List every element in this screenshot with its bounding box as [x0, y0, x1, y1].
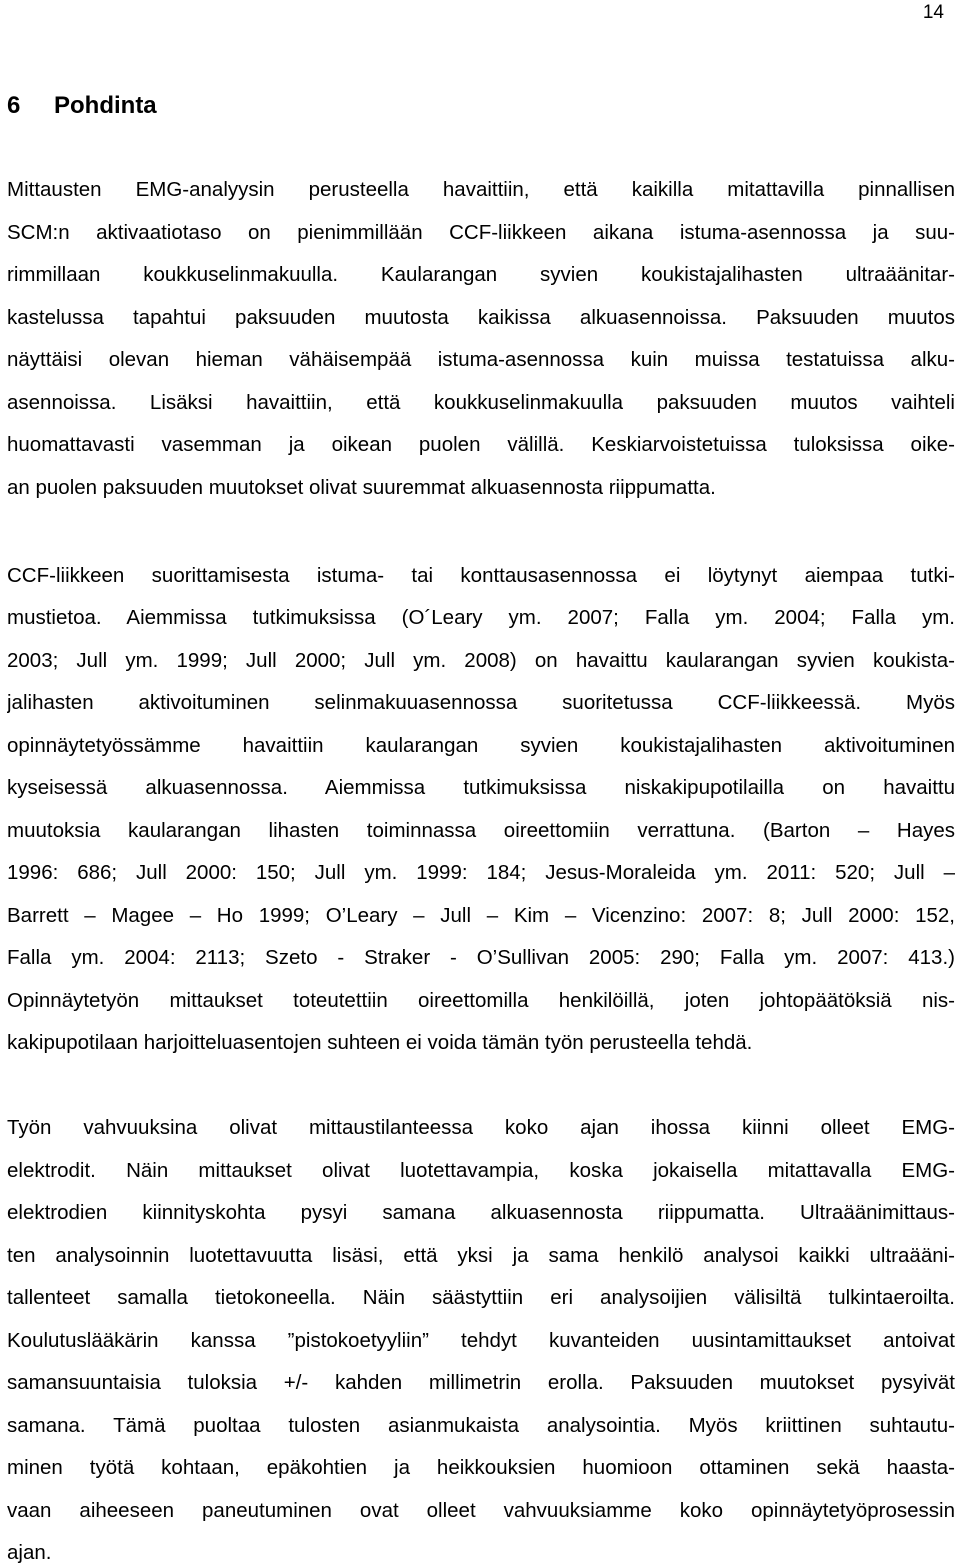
- text-line: Koulutuslääkärin kanssa ”pistokoetyyliin” tehdyt kuvanteiden uusintamittaukset antoivat: [7, 1329, 955, 1352]
- text-line: kastelussa tapahtui paksuuden muutosta kaikissa alkuasennoissa. Paksuuden muutos: [7, 306, 955, 329]
- text-line: Mittausten EMG-analyysin perusteella havaittiin, että kaikilla mitattavilla pinnallisen: [7, 178, 955, 201]
- text-line: rimmillaan koukkuselinmakuulla. Kaularangan syvien koukistajalihasten ultraäänitar-: [7, 263, 955, 286]
- text-line: elektrodit. Näin mittaukset olivat luotettavampia, koska jokaisella mitattavalla EMG-: [7, 1159, 955, 1182]
- text-line: ten analysoinnin luotettavuutta lisäsi, että yksi ja sama henkilö analysoi kaikki ultraääni-: [7, 1244, 955, 1267]
- text-line: näyttäisi olevan hieman vähäisempää istuma-asennossa kuin muissa testatuissa alku-: [7, 348, 955, 371]
- text-line: jalihasten aktivoituminen selinmakuuasennossa suoritetussa CCF-liikkeessä. Myös: [7, 691, 955, 714]
- section-title: Pohdinta: [54, 92, 157, 119]
- text-line: samana. Tämä puoltaa tulosten asianmukaista analysointia. Myös kriittinen suhtautu-: [7, 1414, 955, 1437]
- text-line: elektrodien kiinnityskohta pysyi samana alkuasennosta riippumatta. Ultraäänimittaus-: [7, 1201, 955, 1224]
- text-line: kyseisessä alkuasennossa. Aiemmissa tutkimuksissa niskakipupotilailla on havaittu: [7, 776, 955, 799]
- section-number: 6: [7, 92, 21, 119]
- text-line: SCM:n aktivaatiotaso on pienimmillään CCF-liikkeen aikana istuma-asennossa ja suu-: [7, 221, 955, 244]
- text-line: minen työtä kohtaan, epäkohtien ja heikkouksien huomioon ottaminen sekä haasta-: [7, 1456, 955, 1479]
- text-line: opinnäytetyössämme havaittiin kaularangan syvien koukistajalihasten aktivoituminen: [7, 734, 955, 757]
- text-line: samansuuntaisia tuloksia +/- kahden millimetrin erolla. Paksuuden muutokset pysyivät: [7, 1371, 955, 1394]
- text-line: muutoksia kaularangan lihasten toiminnassa oireettomiin verrattuna. (Barton – Hayes: [7, 819, 955, 842]
- text-line: Falla ym. 2004: 2113; Szeto - Straker - O’Sullivan 2005: 290; Falla ym. 2007: 413.): [7, 946, 955, 969]
- text-line: CCF-liikkeen suorittamisesta istuma- tai konttausasennossa ei löytynyt aiempaa tutki-: [7, 564, 955, 587]
- text-line: mustietoa. Aiemmissa tutkimuksissa (O´Leary ym. 2007; Falla ym. 2004; Falla ym.: [7, 606, 955, 629]
- text-line: 2003; Jull ym. 1999; Jull 2000; Jull ym. 2008) on havaittu kaularangan syvien koukista-: [7, 649, 955, 672]
- text-line: kakipupotilaan harjoitteluasentojen suhteen ei voida tämän työn perusteella tehdä.: [7, 1031, 753, 1054]
- text-line: 1996: 686; Jull 2000: 150; Jull ym. 1999: 184; Jesus-Moraleida ym. 2011: 520; Jull –: [7, 861, 955, 884]
- text-line: Työn vahvuuksina olivat mittaustilanteessa koko ajan ihossa kiinni olleet EMG-: [7, 1116, 955, 1139]
- text-line: vaan aiheeseen paneutuminen ovat olleet vahvuuksiamme koko opinnäytetyöprosessin: [7, 1499, 955, 1522]
- text-line: Opinnäytetyön mittaukset toteutettiin oireettomilla henkilöillä, joten johtopäätöksiä nis-: [7, 989, 955, 1012]
- text-line: an puolen paksuuden muutokset olivat suuremmat alkuasennosta riippumatta.: [7, 476, 716, 499]
- text-line: asennoissa. Lisäksi havaittiin, että koukkuselinmakuulla paksuuden muutos vaihteli: [7, 391, 955, 414]
- text-line: huomattavasti vasemman ja oikean puolen välillä. Keskiarvoistetuissa tuloksissa oike-: [7, 433, 955, 456]
- section-heading: [7, 92, 157, 120]
- text-line: ajan.: [7, 1541, 52, 1564]
- text-line: Barrett – Magee – Ho 1999; O’Leary – Jull – Kim – Vicenzino: 2007: 8; Jull 2000: 152,: [7, 904, 955, 927]
- page-number: 14: [922, 2, 944, 23]
- text-line: tallenteet samalla tietokoneella. Näin säästyttiin eri analysoijien välisiltä tulkintaeroilta.: [7, 1286, 955, 1309]
